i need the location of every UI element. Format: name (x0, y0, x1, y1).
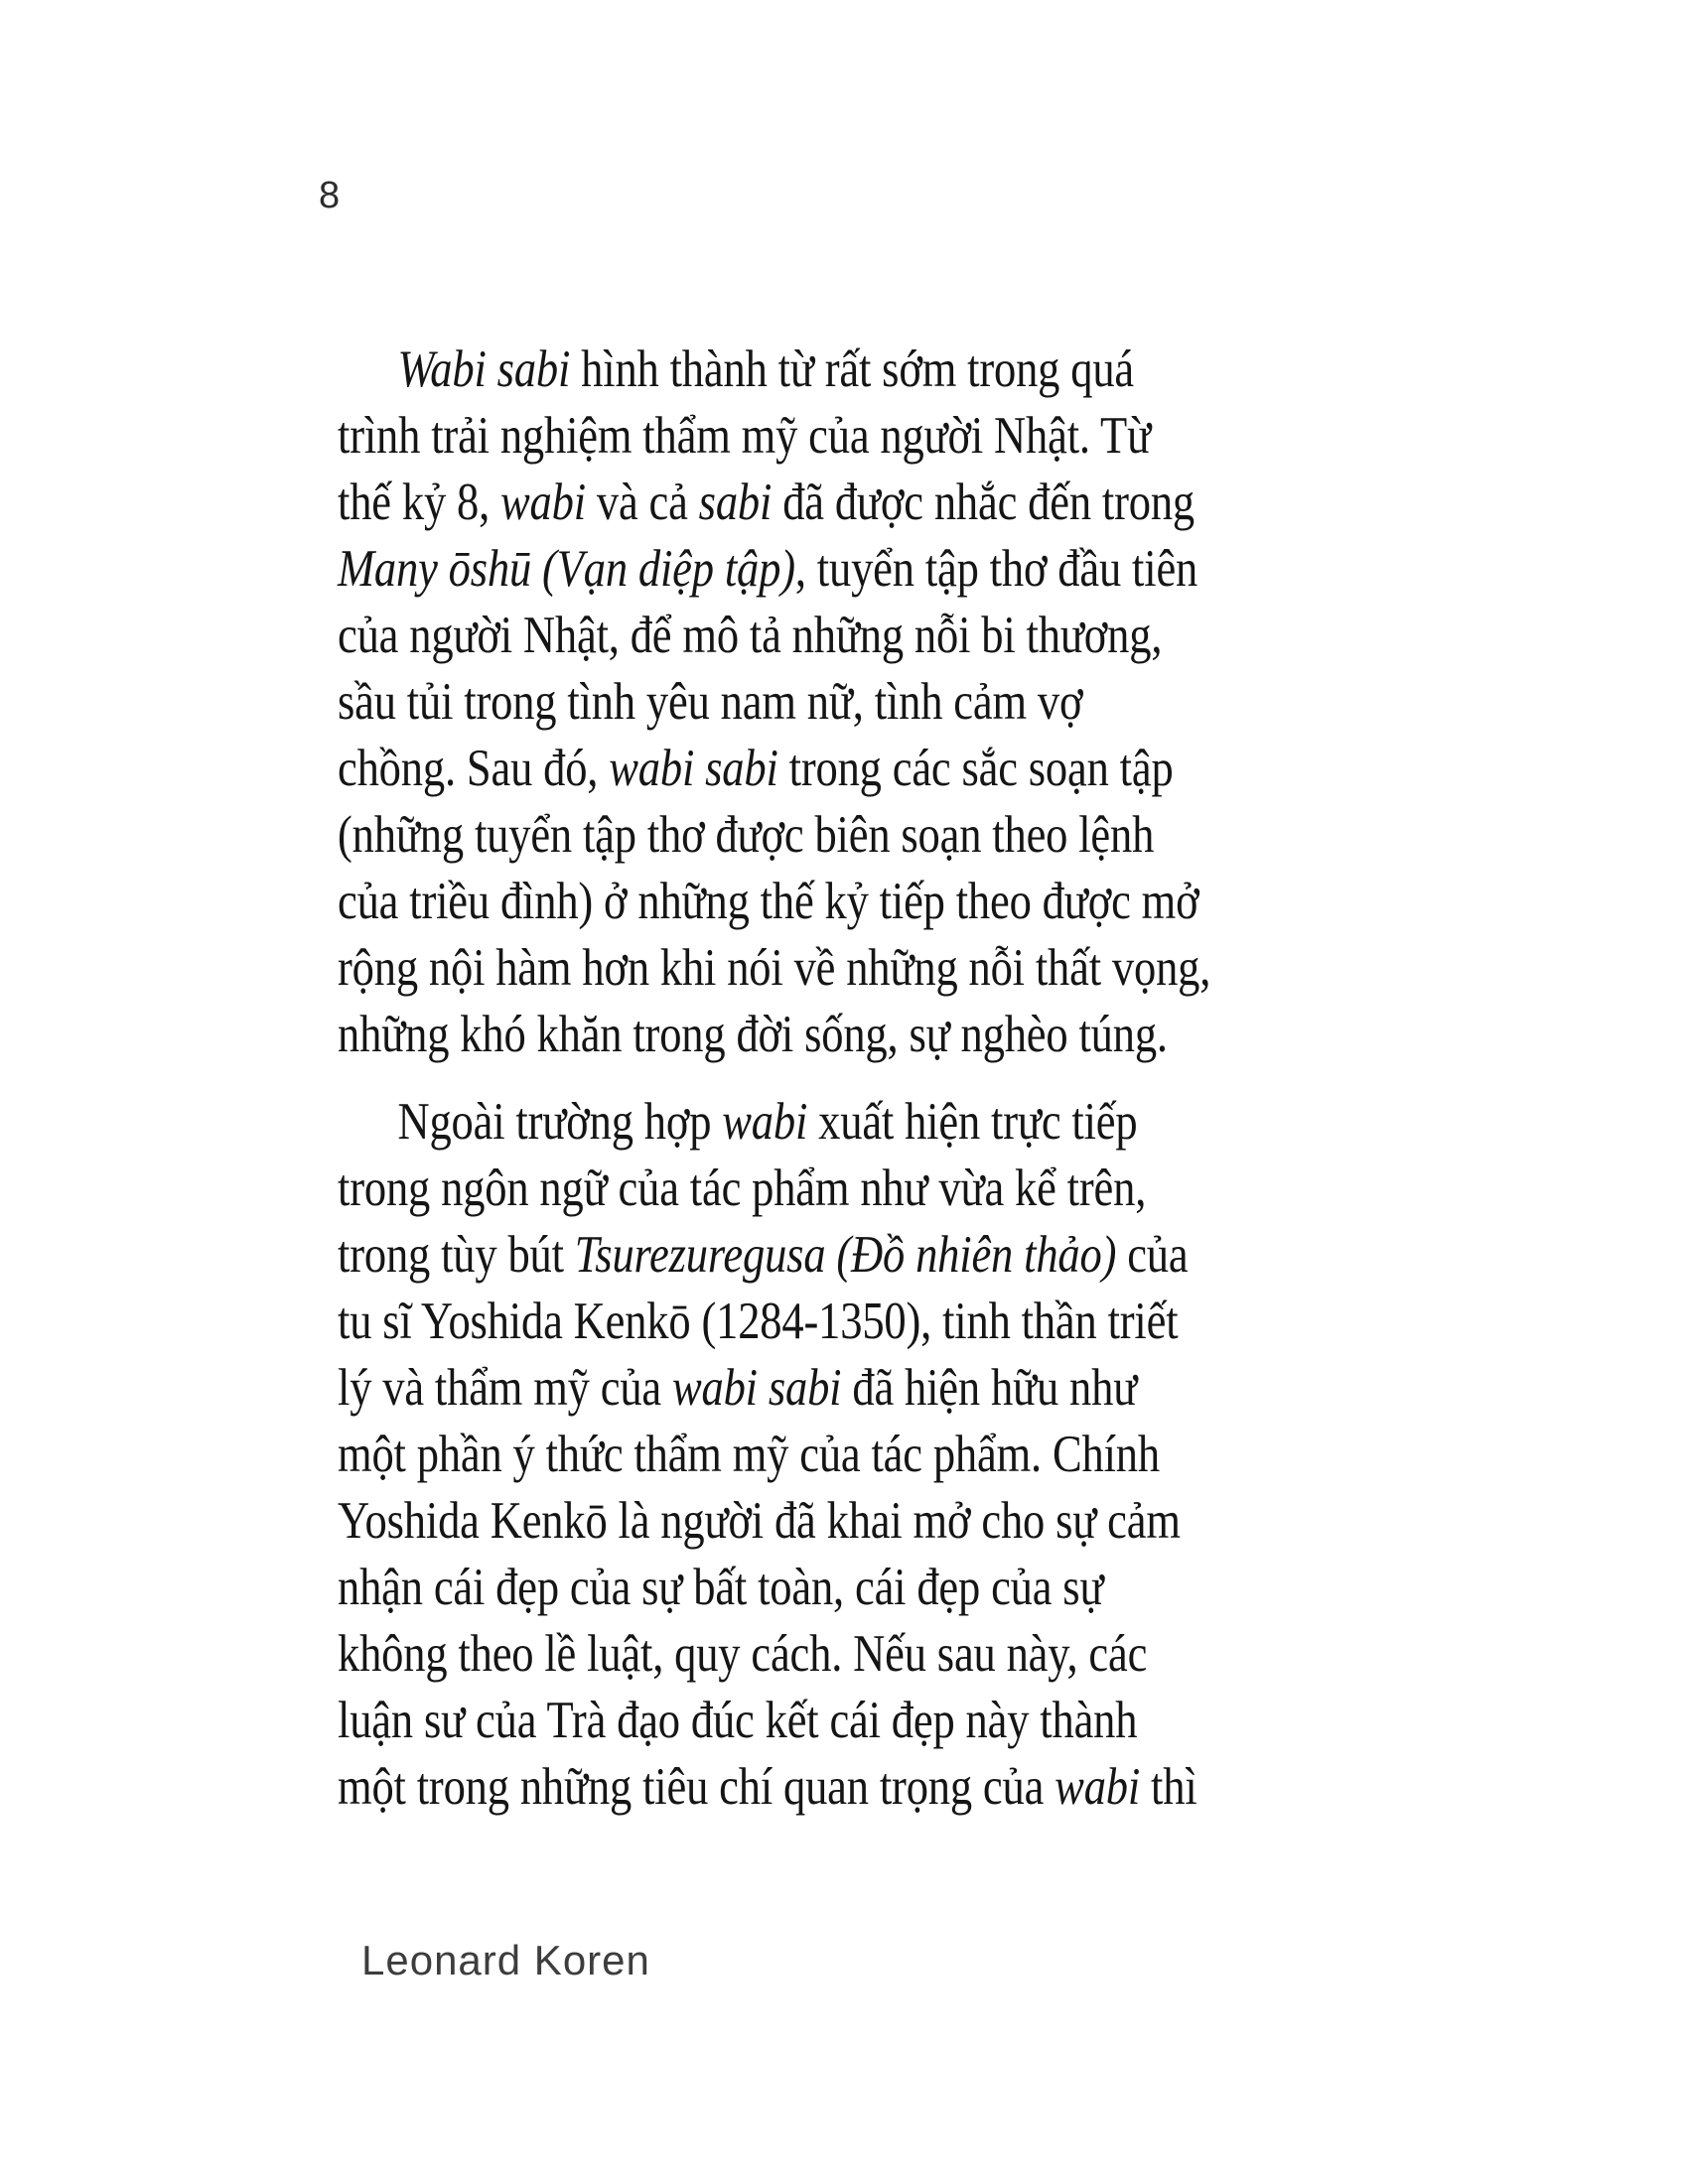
text-segment: đã hiện hữu như (841, 1359, 1138, 1417)
text-line (338, 1355, 1263, 1422)
text-segment: sầu tủi trong tình yêu nam nữ, tình cảm vợ (338, 673, 1083, 731)
text-segment: của (1116, 1226, 1189, 1284)
paragraph (338, 337, 1263, 1068)
italic-text-segment: Wabi sabi (397, 341, 571, 398)
italic-text-segment: wabi sabi (671, 1359, 842, 1417)
text-segment: trong các sắc soạn tập (777, 740, 1174, 797)
text-line (338, 1002, 1263, 1068)
text-segment: hình thành từ rất sớm trong quá (570, 341, 1135, 398)
text-line (338, 403, 1263, 470)
text-segment: xuất hiện trực tiếp (807, 1093, 1138, 1151)
text-line (338, 1621, 1263, 1688)
italic-text-segment: wabi sabi (609, 740, 778, 797)
text-line (338, 1754, 1263, 1821)
text-line (338, 1688, 1263, 1754)
text-line (338, 1222, 1263, 1289)
text-segment: trong ngôn ngữ của tác phẩm như vừa kể trên, (338, 1160, 1147, 1217)
text-line (338, 536, 1263, 603)
text-segment: thì (1140, 1758, 1197, 1816)
italic-text-segment: wabi (722, 1093, 808, 1151)
text-segment: thế kỷ 8, (338, 474, 501, 531)
text-line (338, 669, 1263, 736)
text-line (338, 1555, 1263, 1621)
text-segment: , tuyển tập thơ đầu tiên (794, 540, 1198, 598)
text-segment: lý và thẩm mỹ của (338, 1359, 672, 1417)
text-segment: trình trải nghiệm thẩm mỹ của người Nhật. Từ (338, 407, 1152, 465)
text-segment: (những tuyển tập thơ được biên soạn theo lệnh (338, 806, 1155, 864)
text-segment: và cả (585, 474, 699, 531)
text-segment: những khó khăn trong đời sống, sự nghèo túng. (338, 1006, 1168, 1063)
text-segment: của người Nhật, để mô tả những nỗi bi thương, (338, 607, 1163, 664)
text-line (338, 802, 1263, 869)
text-line (338, 603, 1263, 669)
text-segment: đã được nhắc đến trong (772, 474, 1196, 531)
text-line (338, 1422, 1263, 1488)
italic-text-segment: wabi (500, 474, 586, 531)
footer-author: Leonard Koren (361, 1937, 650, 1983)
italic-text-segment: sabi (698, 474, 773, 531)
text-line (338, 869, 1263, 935)
text-segment: nhận cái đẹp của sự bất toàn, cái đẹp của sự (338, 1559, 1104, 1616)
text-line (338, 1089, 1263, 1156)
text-segment: một trong những tiêu chí quan trọng của (338, 1758, 1055, 1816)
text-segment: trong tùy bút (338, 1226, 575, 1284)
text-line (338, 337, 1263, 403)
page-number: 8 (319, 175, 341, 216)
text-line (338, 470, 1263, 536)
text-segment: của triều đình) ở những thế kỷ tiếp theo được mở (338, 873, 1199, 930)
body-text-block (338, 337, 1263, 1821)
text-segment: một phần ý thức thẩm mỹ của tác phẩm. Chính (338, 1426, 1160, 1483)
text-line (338, 736, 1263, 802)
paragraph (338, 1089, 1263, 1821)
text-segment: không theo lề luật, quy cách. Nếu sau này, các (338, 1625, 1148, 1683)
text-segment: Yoshida Kenkō là người đã khai mở cho sự cảm (338, 1492, 1181, 1550)
italic-text-segment: Tsurezuregusa (Đồ nhiên thảo) (574, 1226, 1117, 1284)
italic-text-segment: Many ōshū (Vạn diệp tập) (338, 540, 795, 598)
text-line (338, 1289, 1263, 1355)
text-segment: tu sĩ Yoshida Kenkō (1284-1350), tinh thần triết (338, 1293, 1179, 1350)
text-line (338, 1156, 1263, 1222)
text-line (338, 935, 1263, 1002)
italic-text-segment: wabi (1055, 1758, 1141, 1816)
text-segment: rộng nội hàm hơn khi nói về những nỗi thất vọng, (338, 939, 1211, 997)
text-segment: Ngoài trường hợp (397, 1093, 723, 1151)
text-line (338, 1488, 1263, 1555)
text-segment: chồng. Sau đó, (338, 740, 610, 797)
text-segment: luận sư của Trà đạo đúc kết cái đẹp này thành (338, 1692, 1138, 1749)
